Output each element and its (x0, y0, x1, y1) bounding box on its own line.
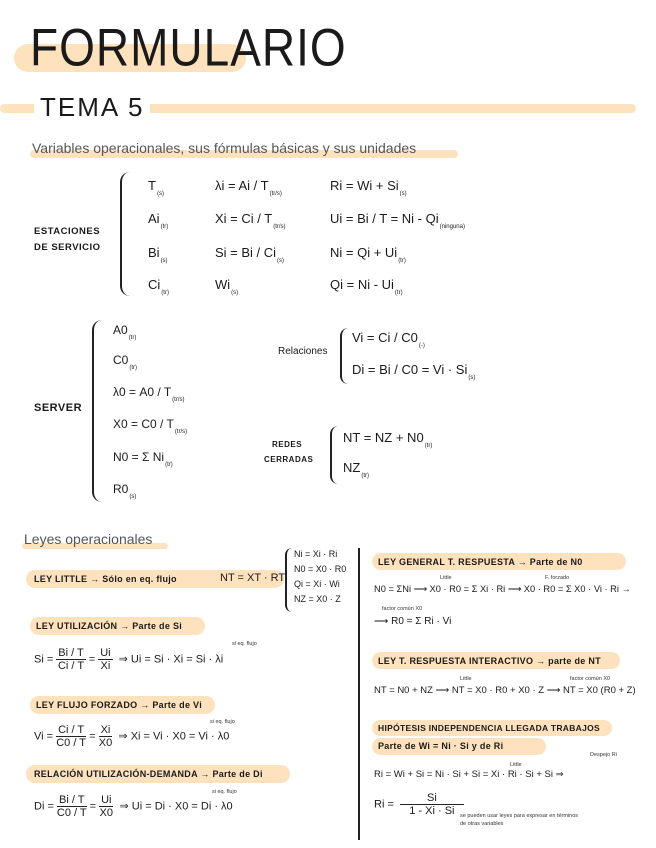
hipotesis-result (374, 792, 470, 817)
little-case: N0 = X0 · R0 (294, 564, 347, 574)
formula-row (215, 178, 282, 197)
unit: (tr/s) (273, 224, 286, 230)
brace (92, 320, 102, 502)
unit: (tr) (160, 224, 169, 230)
lhs: Ri = (374, 798, 394, 811)
formula: Vi = Ci / C0 (352, 330, 418, 345)
formula-row (330, 245, 406, 264)
lhs: Di = (34, 800, 54, 813)
ley-general-line1: N0 = ΣNi ⟶ X0 · R0 = Σ Xi · Ri ⟶ X0 · R0 = Σ X0 · Vi · Ri → (374, 584, 631, 594)
little-case: NZ = X0 · Z (294, 594, 341, 604)
den: 1 - Xi · Si (409, 805, 455, 817)
formula: Xi = Ci / T (215, 211, 273, 226)
unit: (tr) (361, 473, 370, 479)
ley-interactivo-label: LEY T. RESPUESTA INTERACTIVO → parte de NT (378, 656, 601, 666)
little-case: Qi = Xi · Wi (294, 579, 340, 589)
unit: (s) (277, 258, 285, 264)
eq: = (89, 800, 97, 813)
formula-row (148, 178, 164, 197)
ley-general-line2: ⟶ R0 = Σ Ri · Vi (374, 616, 452, 627)
formula: C0 (113, 353, 129, 367)
formula-row (343, 430, 432, 449)
rest: ⇒ Ui = Di · X0 = Di · λ0 (119, 800, 233, 813)
unit: (s) (156, 191, 164, 197)
note: factor común X0 (382, 606, 423, 612)
relaciones-label: Relaciones (278, 346, 328, 357)
note: factor común X0 (570, 676, 611, 682)
unit: (tr) (398, 258, 406, 264)
formula-row (148, 245, 168, 264)
formula: Ri = Wi + Si (330, 178, 399, 193)
hipotesis-label: HIPÓTESIS INDEPENDENCIA LLEGADA TRABAJOS (378, 723, 601, 733)
formula-row (113, 385, 184, 403)
ley-flujo-label: LEY FLUJO FORZADO → Parte de Vi (36, 700, 202, 710)
ley-utilizacion-label: LEY UTILIZACIÓN → Parte de Si (36, 621, 183, 631)
eq: = (88, 653, 96, 666)
formula-row (343, 460, 369, 479)
little-case: Ni = Xi · Ri (294, 549, 338, 559)
den: X0 (99, 807, 113, 819)
note: Little (460, 676, 472, 682)
eq: = (89, 730, 96, 743)
note: de otras variables (460, 821, 504, 827)
note: F. forzado (545, 575, 570, 581)
unit: (s) (399, 191, 407, 197)
unit: (tr/s) (269, 191, 282, 197)
formula-row (215, 277, 238, 296)
leyes-heading: Leyes operacionales (24, 531, 153, 547)
note: Little (440, 575, 452, 581)
num: Xi (100, 724, 111, 736)
fraction (57, 794, 87, 819)
hipotesis-label-2: Parte de Wi = Ni · Si y de Ri (378, 741, 504, 751)
note: Little (510, 762, 522, 768)
lhs: Vi = (34, 730, 54, 743)
relacion-formula (34, 794, 233, 819)
brace (120, 172, 130, 296)
fraction (98, 647, 112, 672)
den: X0 (98, 737, 113, 749)
column-divider (358, 548, 360, 840)
unit: (tr) (424, 443, 433, 449)
formula: R0 (113, 482, 129, 496)
formula-row (113, 450, 173, 468)
fraction (56, 647, 85, 672)
unit: (tr) (394, 290, 403, 296)
den: C0 / T (56, 737, 86, 749)
unit: (s) (231, 290, 239, 296)
brace (330, 426, 338, 484)
ley-interactivo-formula: NT = N0 + NZ ⟶ NT = X0 · R0 + X0 · Z ⟶ NT = X0 (R0 + Z) (374, 685, 636, 696)
ley-utilizacion-formula (34, 647, 223, 672)
note: se pueden usar leyes para expresar en términos (460, 813, 579, 819)
page-title: FORMULARIO (30, 17, 347, 77)
formula: NT = NZ + N0 (343, 430, 424, 445)
fraction (397, 792, 467, 817)
num: Ui (101, 794, 112, 806)
formula-row (352, 330, 425, 349)
formula-row (330, 178, 407, 197)
formula-row (148, 277, 169, 296)
formula: Ni = Qi + Ui (330, 245, 398, 260)
unit: (ninguna) (439, 224, 465, 230)
unit: (s) (160, 258, 168, 264)
unit: (s) (129, 494, 137, 500)
brace (340, 328, 348, 384)
formula: Di = Bi / C0 = Vi · Si (352, 362, 468, 377)
num: Bi / T (58, 647, 84, 659)
formula-row (113, 323, 136, 341)
redes-label-2: CERRADAS (264, 455, 314, 464)
formula: T (148, 178, 156, 193)
note: si eq. flujo (210, 719, 235, 725)
formula-row (330, 277, 403, 296)
relacion-label: RELACIÓN UTILIZACIÓN-DEMANDA → Parte de Di (34, 769, 263, 779)
formula: λ0 = A0 / T (113, 385, 172, 399)
formula: λi = Ai / T (215, 178, 269, 193)
formula: X0 = C0 / T (113, 417, 174, 431)
unit: (tr) (128, 335, 137, 341)
section-heading: Variables operacionales, sus fórmulas básicas y sus unidades (32, 140, 417, 156)
formula: Ci (148, 277, 161, 292)
den: Xi (100, 660, 111, 672)
note: si eq. flujo (212, 789, 237, 795)
formula: Qi = Ni - Ui (330, 277, 394, 292)
ley-little-label: LEY LITTLE → Sólo en eq. flujo (34, 574, 177, 584)
formula: Si = Bi / Ci (215, 245, 277, 260)
brace (285, 548, 292, 612)
ley-little-formula: NT = XT · RT (220, 572, 286, 584)
num: Bi / T (59, 794, 85, 806)
formula-row (113, 482, 136, 500)
unit: (tr) (161, 290, 169, 296)
formula: Ui = Bi / T = Ni - Qi (330, 211, 439, 226)
formula-row (148, 211, 168, 230)
formula: N0 = Σ Ni (113, 450, 165, 464)
formula: Wi (215, 277, 231, 292)
unit: (tr/s) (172, 397, 185, 403)
ley-flujo-formula (34, 724, 229, 749)
formula-row (113, 353, 137, 371)
rest: ⇒ Xi = Vi · X0 = Vi · λ0 (118, 730, 230, 743)
fraction (56, 724, 86, 749)
lhs: Si = (34, 653, 54, 666)
ley-general-label: LEY GENERAL T. RESPUESTA → Parte de N0 (378, 557, 583, 567)
den: Ci / T (57, 660, 85, 672)
num: Si (400, 792, 464, 805)
num: Ci / T (58, 724, 85, 736)
hipotesis-line1: Ri = Wi + Si = Ni · Si + Si = Xi · Ri · Si + Si ⇒ (374, 769, 564, 780)
num: Ui (100, 647, 111, 659)
unit: (-) (418, 343, 425, 349)
note: Despejo Ri (590, 752, 617, 758)
server-label: SERVER (34, 402, 83, 414)
formula-row (352, 362, 475, 381)
unit: (tr) (165, 462, 173, 468)
rest: ⇒ Ui = Si · Xi = Si · λi (118, 653, 224, 666)
note: si eq. flujo (232, 641, 257, 647)
formula-row (215, 245, 284, 264)
unit: (tr/s) (174, 429, 188, 435)
formula-row (330, 211, 465, 230)
formula: Ai (148, 211, 160, 226)
formula: Bi (148, 245, 160, 260)
redes-label: REDES (272, 440, 303, 449)
estaciones-label-2: DE SERVICIO (34, 242, 101, 253)
den: C0 / T (56, 807, 87, 819)
tema-heading: TEMA 5 (34, 92, 150, 123)
formula: NZ (343, 460, 361, 475)
unit: (tr) (129, 365, 138, 371)
formula-row (113, 417, 187, 435)
fraction (99, 724, 113, 749)
fraction (99, 794, 113, 819)
estaciones-label: ESTACIONES (34, 226, 101, 237)
unit: (s) (468, 375, 476, 381)
formula-row (215, 211, 286, 230)
formula: A0 (113, 323, 128, 337)
